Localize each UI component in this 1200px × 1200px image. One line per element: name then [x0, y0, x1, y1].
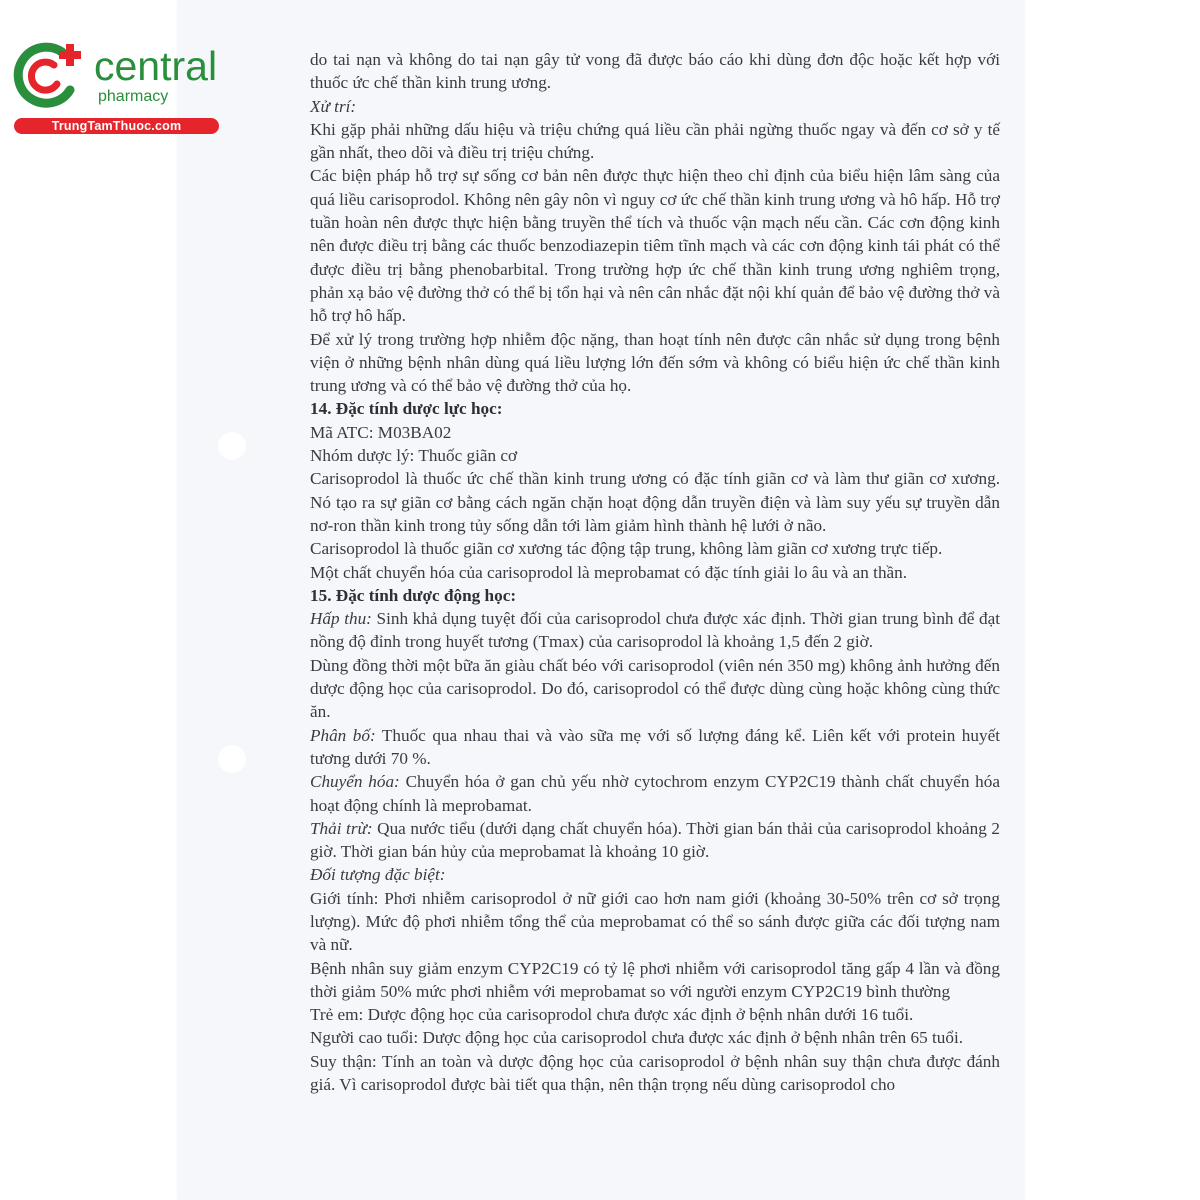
paragraph — [310, 1003, 1000, 1026]
paragraph — [310, 957, 1000, 1004]
paragraph-label: Thải trừ: — [310, 818, 373, 838]
paragraph — [310, 817, 1000, 864]
punch-hole — [218, 745, 246, 773]
paragraph-text: Thuốc qua nhau thai và vào sữa mẹ với số lượng đáng kể. Liên kết với protein huyết tương dưới 70 %. — [310, 725, 1000, 768]
paragraph-text: Chuyển hóa ở gan chủ yếu nhờ cytochrom enzym CYP2C19 thành chất chuyển hóa hoạt động chính là meprobamat. — [310, 772, 1000, 815]
paragraph-text: Giới tính: Phơi nhiễm carisoprodol ở nữ giới cao hơn nam giới (khoảng 30-50% trên cơ sở trọng lượng). Mức độ phơi nhiễm tổng thể của meprobamat có thể so sánh được giữa các đối tượng nam và nữ. — [310, 888, 1000, 955]
paragraph — [310, 118, 1000, 165]
paragraph — [310, 887, 1000, 957]
paragraph-text: Trẻ em: Dược động học của carisoprodol chưa được xác định ở bệnh nhân dưới 16 tuổi. — [310, 1005, 914, 1025]
paragraph — [310, 863, 1000, 886]
paragraph-text: Người cao tuổi: Dược động học của carisoprodol chưa được xác định ở bệnh nhân trên 65 tuổi. — [310, 1028, 964, 1048]
logo-subtitle: pharmacy — [98, 88, 169, 105]
paragraph-label: Chuyển hóa: — [310, 772, 400, 792]
document-body — [310, 48, 1000, 1096]
paragraph-text: Qua nước tiểu (dưới dạng chất chuyển hóa). Thời gian bán thải của carisoprodol khoảng 2 giờ. Thời gian bán hủy của meprobamat là khoảng 10 giờ. — [310, 818, 1000, 862]
paragraph-label: Hấp thu: — [310, 609, 372, 629]
paragraph — [310, 607, 1000, 654]
logo-c-cross-icon — [10, 38, 90, 110]
paragraph-label: Phân bố: — [310, 725, 376, 745]
punch-hole — [218, 432, 246, 460]
logo-wordmark: central — [94, 43, 218, 89]
paragraph — [310, 561, 1000, 584]
section-heading: 15. Đặc tính dược động học: — [310, 585, 517, 605]
paragraph — [310, 724, 1000, 771]
paragraph — [310, 467, 1000, 537]
paragraph — [310, 95, 1000, 118]
paragraph — [310, 48, 1000, 95]
paragraph-label: Xử trí: — [310, 96, 357, 116]
paragraph-text: Suy thận: Tính an toàn và dược động học của carisoprodol ở bệnh nhân suy thận chưa được đánh giá. Vì carisoprodol được bài tiết qua thận, nên thận trọng nếu dùng carisoprodol cho — [310, 1051, 1000, 1095]
paragraph — [310, 654, 1000, 724]
section-heading: 14. Đặc tính dược lực học: — [310, 399, 503, 419]
paragraph — [310, 164, 1000, 327]
paragraph — [310, 421, 1000, 444]
paragraph — [310, 1050, 1000, 1097]
paragraph-text: Để xử lý trong trường hợp nhiễm độc nặng, than hoạt tính nên được cân nhắc sử dụng trong bệnh viện ở những bệnh nhân dùng quá liều lượng lớn đến sớm và không có biểu hiện ức chế thần kinh trung ương và có thể bảo vệ đường thở của họ. — [310, 329, 1000, 396]
paragraph — [310, 537, 1000, 560]
logo-site-url[interactable]: TrungTamThuoc.com — [14, 118, 219, 134]
paragraph-text: Carisoprodol là thuốc ức chế thần kinh trung ương có đặc tính giãn cơ và làm thư giãn cơ xương. Nó tạo ra sự giãn cơ bằng cách ngăn chặn hoạt động dẫn truyền điện và làm suy yếu sự truyền dẫn nơ-ron thần kinh trong tủy sống dẫn tới làm giảm hình thành hệ lưới ở não. — [310, 469, 1000, 535]
paragraph-text: Khi gặp phải những dấu hiệu và triệu chứng quá liều cần phải ngừng thuốc ngay và đến cơ sở y tế gần nhất, theo dõi và điều trị triệu chứng. — [310, 119, 1000, 163]
paragraph-text: Mã ATC: M03BA02 — [310, 422, 452, 442]
paragraph-text: Các biện pháp hỗ trợ sự sống cơ bản nên được thực hiện theo chỉ định của biểu hiện lâm sàng của quá liều carisoprodol. Không nên gây nôn vì nguy cơ ức chế thần kinh trung ương và hô hấp. Hỗ trợ tuần hoàn nên được thực hiện bằng truyền thể tích và thuốc vận mạch nếu cần. Các cơn động kinh nên được điều trị bằng các thuốc benzodiazepin tiêm tĩnh mạch và các cơn động kinh tái phát có thể được điều trị bằng phenobarbital. Trong trường hợp ức chế thần kinh trung ương nghiêm trọng, phản xạ bảo vệ đường thở có thể bị tổn hại và nên cân nhắc đặt nội khí quản để bảo vệ đường thở và hỗ trợ hô hấp. — [310, 166, 1000, 326]
paragraph-label: Đối tượng đặc biệt: — [310, 865, 446, 885]
paragraph — [310, 1026, 1000, 1049]
paragraph — [310, 444, 1000, 467]
paragraph-text: Sinh khả dụng tuyệt đối của carisoprodol chưa được xác định. Thời gian trung bình để đạt nồng độ đỉnh trong huyết tương (Tmax) của carisoprodol là khoảng 1,5 đến 2 giờ. — [310, 609, 1000, 652]
paragraph-text: Carisoprodol là thuốc giãn cơ xương tác động tập trung, không làm giãn cơ xương trực tiếp. — [310, 539, 943, 559]
paragraph-text: Một chất chuyển hóa của carisoprodol là meprobamat có đặc tính giải lo âu và an thần. — [310, 562, 908, 582]
paragraph-text: Bệnh nhân suy giảm enzym CYP2C19 có tỷ lệ phơi nhiễm với carisoprodol tăng gấp 4 lần và đồng thời giảm 50% mức phơi nhiễm với meprobamat so với người enzym CYP2C19 bình thường — [310, 958, 1000, 1001]
paragraph — [310, 770, 1000, 817]
paragraph-text: Nhóm dược lý: Thuốc giãn cơ — [310, 446, 518, 466]
central-pharmacy-logo[interactable] — [10, 38, 218, 138]
paragraph-text: Dùng đồng thời một bữa ăn giàu chất béo với carisoprodol (viên nén 350 mg) không ảnh hưởng đến dược động học của carisoprodol. Do đó, carisoprodol có thể được dùng cùng hoặc không cùng thức ăn. — [310, 655, 1000, 722]
paragraph — [310, 328, 1000, 398]
paragraph-text: do tai nạn và không do tai nạn gây tử vong đã được báo cáo khi dùng đơn độc hoặc kết hợp với thuốc ức chế thần kinh trung ương. — [310, 50, 1000, 93]
